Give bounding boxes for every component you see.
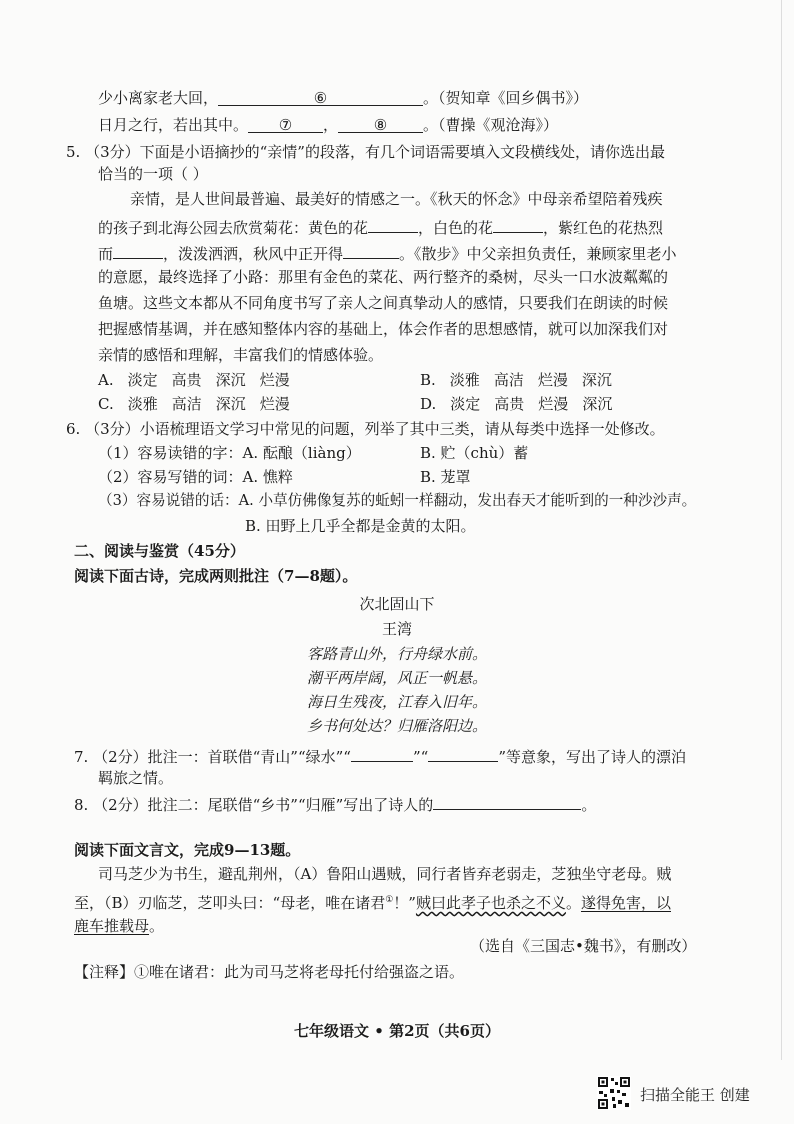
option-word: 烂漫 [259,395,290,413]
option-label: A. [98,371,114,389]
option-label: C. [98,395,114,413]
wen-source: （选自《三国志•魏书》，有删改） [470,937,697,955]
poem-line: 潮平两岸阔，风正一帆悬。 [306,669,487,687]
footnote-mark: ① [385,895,394,905]
q5-passage-3 [98,241,677,264]
option-word: 淡雅 [127,395,158,413]
wen-line-3 [74,916,164,936]
text: ，紫红色的花热烈 [543,219,664,237]
poem-author: 王湾 [381,620,412,638]
option-label: B. [420,371,436,389]
answer-blank[interactable] [351,744,413,762]
poem-line: 客路青山外，行舟绿水前。 [306,645,487,663]
q5-passage-7: 亲情的感悟和理解，丰富我们的情感体验。 [98,346,384,364]
q5-option-b[interactable] [420,370,612,390]
q6-row1-b[interactable]: B. 贮（chù）蓄 [420,444,529,462]
option-word: 烂漫 [538,395,569,413]
option-word: 深沉 [581,371,612,389]
text: ， [323,116,339,134]
q5-stem-2: 恰当的一项（ ） [98,165,208,183]
option-word: 淡定 [127,371,158,389]
text: ”等意象，写出了诗人的漂泊 [498,748,686,766]
option-word: 深沉 [215,371,246,389]
poem-instructions: 阅读下面古诗，完成两则批注（7—8题）。 [74,567,358,585]
poem-title: 次北固山下 [359,595,435,613]
q5-stem-1: 5. （3分）下面是小语摘抄的“亲情”的段落，有几个词语需要填入文段横线处，请你选出最 [66,143,665,161]
wen-line-1: 司马芝少为书生，避乱荆州，（A）鲁阳山遇贼，同行者皆弃老弱走，芝独坐守老母。贼 [98,865,672,883]
q5-passage-2 [98,215,663,238]
option-word: 高贵 [171,371,202,389]
option-word: 深沉 [215,395,246,413]
option-word: 高洁 [493,371,524,389]
option-word: 深沉 [582,395,613,413]
answer-blank[interactable] [343,241,399,259]
q7-stem-2: 羁旅之情。 [98,769,174,787]
q5-option-d[interactable] [420,394,612,414]
q6-row2-b[interactable]: B. 茏罩 [420,468,471,486]
option-word: 烂漫 [259,371,290,389]
q6-row2-a[interactable]: （2）容易写错的词：A. 憔粹 [98,468,293,486]
text: 。 [581,796,597,814]
text: ”“ [412,748,429,766]
option-label: D. [420,395,437,413]
qr-code-icon [597,1076,631,1110]
answer-blank[interactable] [493,215,543,233]
text: 。 [565,894,581,912]
wen-note: 【注释】①唯在诸君：此为司马芝将老母托付给强盗之语。 [74,963,465,981]
option-word: 淡定 [450,395,481,413]
answer-blank[interactable] [218,88,423,106]
q7-stem [74,744,686,767]
q6-stem: 6. （3分）小语梳理语文学习中常见的问题，列举了其中三类，请从每类中选择一处修改。 [66,420,665,438]
poem-fill-line-7-8 [98,115,558,135]
scan-edge [781,0,782,1060]
text: 少小离家老大回， [98,89,219,107]
wen-line-2 [74,890,671,913]
answer-blank[interactable] [248,115,323,133]
underlined-sentence: 遂得免害，以 [580,894,671,912]
option-word: 高洁 [171,395,202,413]
text: ！” [393,894,416,912]
q6-row3-a[interactable]: （3）容易说错的话：A. 小草仿佛像复苏的蚯蚓一样翻动，发出春天才能听到的一种沙沙声。 [98,492,697,509]
answer-blank[interactable] [368,215,418,233]
answer-blank[interactable] [433,792,581,810]
poem-fill-line-6 [98,88,588,108]
q5-option-a[interactable] [98,370,290,390]
q5-passage-6: 把握感情基调，并在感知整体内容的基础上，体会作者的思想感情，就可以加深我们对 [98,320,669,338]
text: ，白色的花 [418,219,494,237]
wen-instructions: 阅读下面文言文，完成9—13题。 [74,841,301,859]
blank-number: ⑧ [373,116,388,134]
text: 。《散步》中父亲担负责任，兼顾家里老小 [399,245,677,263]
text: 。（曹操《观沧海》） [423,116,559,134]
poem-line: 乡书何处达？归雁洛阳边。 [306,717,487,735]
blank-number: ⑥ [313,89,328,107]
q5-passage-4: 的意愿，最终选择了小路：那里有金色的菜花、两行整齐的桑树，尽头一口水波粼粼的 [98,268,669,286]
page-footer: 七年级语文 • 第2页（共6页） [294,1022,500,1040]
text: ，泼泼洒洒，秋风中正开得 [163,245,344,263]
q5-passage-1: 亲情，是人世间最普遍、最美好的情感之一。《秋天的怀念》中母亲希望陪着残疾 [130,190,663,208]
section-heading: 二、阅读与鉴赏（45分） [74,542,245,560]
q6-row3-b[interactable]: B. 田野上几乎全都是金黄的太阳。 [245,517,476,535]
text: 的孩子到北海公园去欣赏菊花：黄色的花 [98,219,369,237]
text: 。（贺知章《回乡偶书》） [423,89,589,107]
text: 至，（B）刃临芝，芝叩头曰：“母老，唯在诸君 [74,894,386,912]
answer-blank[interactable] [428,744,498,762]
text: 。 [149,917,165,935]
answer-blank[interactable] [338,115,423,133]
scanner-watermark: 扫描全能王 创建 [640,1086,750,1104]
option-word: 烂漫 [537,371,568,389]
text: 日月之行，若出其中。 [98,116,249,134]
wavy-underlined-sentence: 贼曰此孝子也杀之不义 [415,894,566,912]
poem-line: 海日生残夜，江春入旧年。 [306,693,487,711]
text: 7. （2分）批注一：首联借“青山”“绿水”“ [74,748,351,766]
q8-stem [74,792,596,815]
q6-row1-a[interactable]: （1）容易读错的字：A. 酝酿（liàng） [98,444,361,462]
blank-number: ⑦ [278,116,293,134]
answer-blank[interactable] [113,241,163,259]
underlined-sentence: 鹿车推载母 [74,917,150,935]
text: 而 [98,245,114,263]
option-word: 淡雅 [449,371,480,389]
q5-option-c[interactable] [98,394,290,414]
option-word: 高贵 [494,395,525,413]
text: 8. （2分）批注二：尾联借“乡书”“归雁”写出了诗人的 [74,796,434,814]
q5-passage-5: 鱼塘。这些文本都从不同角度书写了亲人之间真挚动人的感情，只要我们在朗读的时候 [98,294,669,312]
